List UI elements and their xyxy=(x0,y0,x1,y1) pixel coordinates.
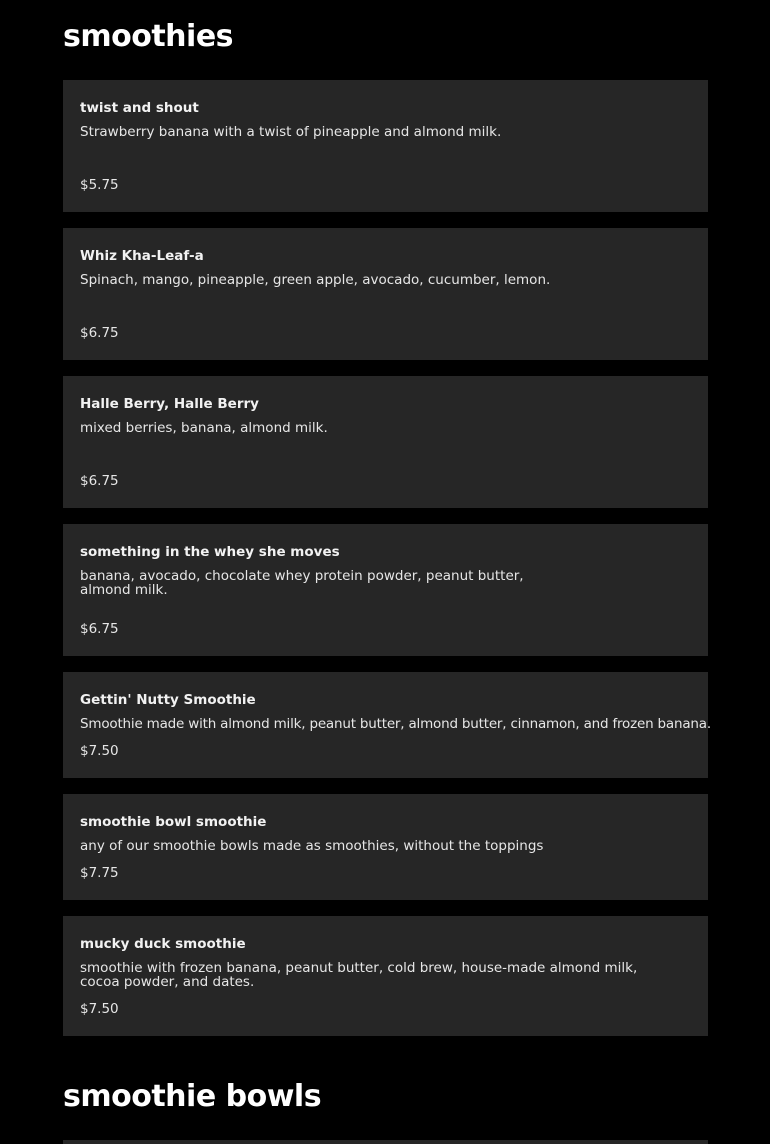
item-price: $7.50 xyxy=(80,743,119,759)
item-price: $6.75 xyxy=(80,325,119,341)
item-description: Smoothie made with almond milk, peanut butter, almond butter, cinnamon, and frozen banana. xyxy=(80,716,711,732)
item-name: smoothie bowl smoothie xyxy=(80,814,267,830)
menu-item-card[interactable] xyxy=(63,376,708,508)
item-price: $7.75 xyxy=(80,865,119,881)
item-price: $6.75 xyxy=(80,473,119,489)
item-price: $5.75 xyxy=(80,177,119,193)
menu-item-card[interactable] xyxy=(63,916,708,1036)
item-name: something in the whey she moves xyxy=(80,544,340,560)
item-description: Spinach, mango, pineapple, green apple, avocado, cucumber, lemon. xyxy=(80,272,551,288)
item-price: $6.75 xyxy=(80,621,119,637)
item-description: Strawberry banana with a twist of pineapple and almond milk. xyxy=(80,124,502,140)
item-name: twist and shout xyxy=(80,100,199,116)
section-title-smoothies: smoothies xyxy=(63,19,234,54)
item-description: banana, avocado, chocolate whey protein powder, peanut butter, almond milk. xyxy=(80,568,524,598)
section-title-smoothie-bowls: smoothie bowls xyxy=(63,1079,322,1114)
item-name: Gettin' Nutty Smoothie xyxy=(80,692,256,708)
menu-item-card[interactable] xyxy=(63,80,708,212)
menu-item-card-partial[interactable] xyxy=(63,1140,708,1144)
item-name: Halle Berry, Halle Berry xyxy=(80,396,259,412)
item-name: mucky duck smoothie xyxy=(80,936,246,952)
menu-item-card[interactable] xyxy=(63,228,708,360)
item-name: Whiz Kha-Leaf-a xyxy=(80,248,204,264)
item-price: $7.50 xyxy=(80,1001,119,1017)
menu-item-card[interactable] xyxy=(63,524,708,656)
item-description: mixed berries, banana, almond milk. xyxy=(80,420,328,436)
menu-item-card[interactable] xyxy=(63,672,711,778)
item-description: any of our smoothie bowls made as smoothies, without the toppings xyxy=(80,838,544,854)
item-description: smoothie with frozen banana, peanut butter, cold brew, house-made almond milk, cocoa powder, and dates. xyxy=(80,960,638,990)
menu-item-card[interactable] xyxy=(63,794,708,900)
